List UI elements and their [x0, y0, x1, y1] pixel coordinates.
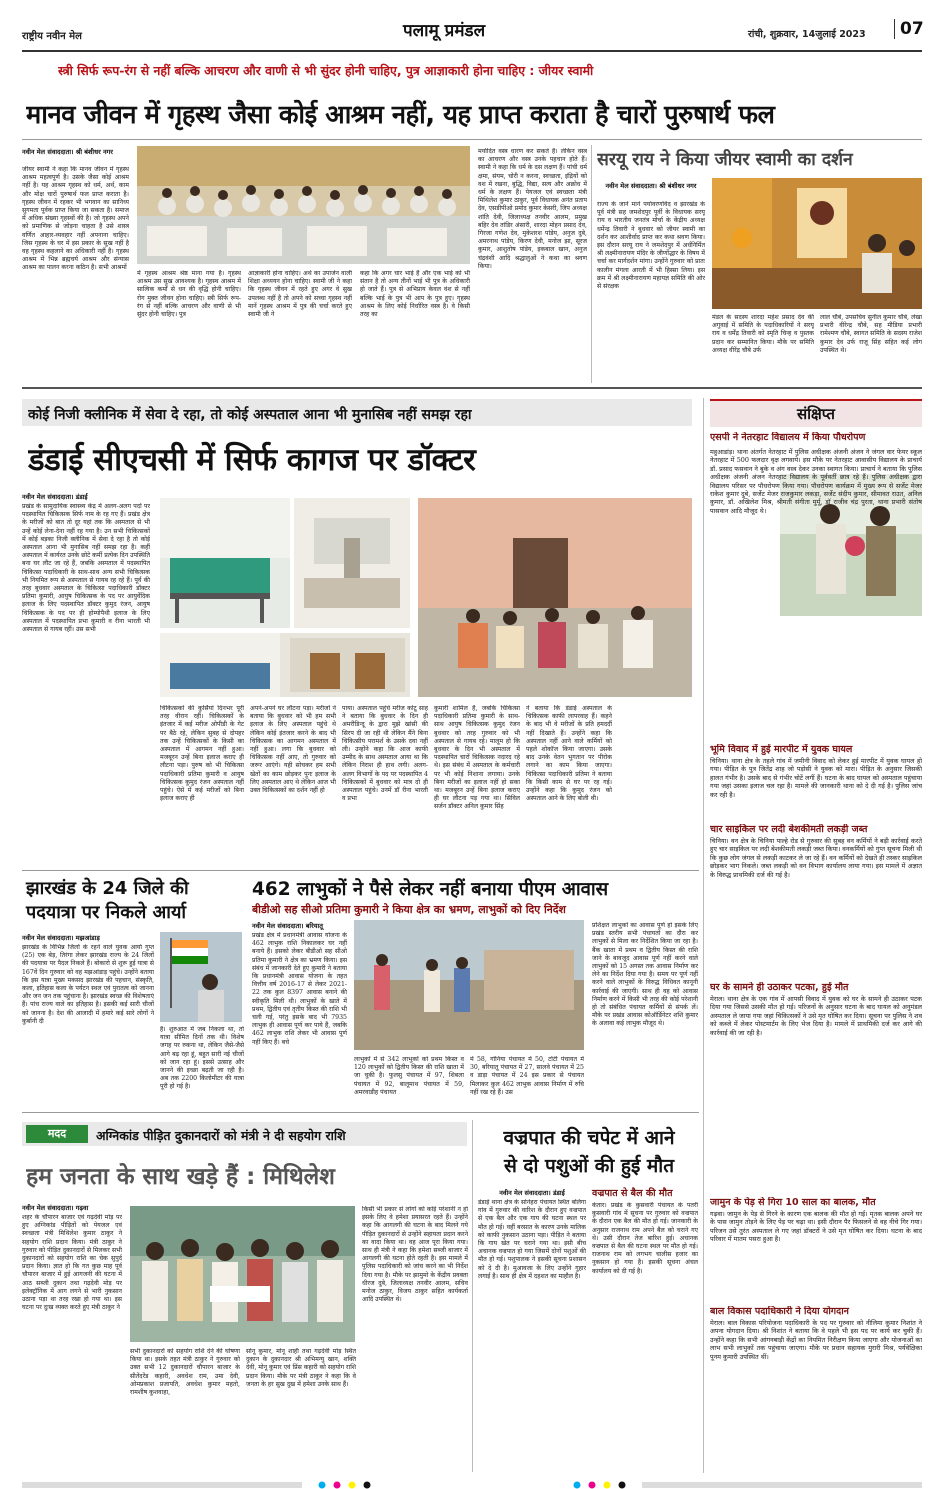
brief-head-0: एसपी ने नेतरहाट विद्यालय में किया पौधरोपण — [710, 432, 866, 443]
page-number: 07 — [894, 19, 924, 39]
brief-head-5: बाल विकास पदाधिकारी ने दिया योगदान — [710, 1306, 849, 1317]
dandai-bottom-rule — [22, 870, 699, 871]
pm-awas-subhead: बीडीओ सह सीओ प्रतिमा कुमारी ने किया क्षेत्र का भ्रमण, लाभुकों को दिए निर्देश — [252, 903, 566, 916]
dandai-byline: नवीन मेल संवाददाता। डंडाई — [22, 493, 88, 501]
dandai-photo-room — [294, 498, 410, 628]
pm-awas-headline: 462 लाभुकों ने पैसे लेकर नहीं बनाया पीएम आवास — [252, 879, 609, 900]
jharkhand-photo — [160, 932, 242, 1022]
brief-body-0: महुआडांड़। थाना अंतर्गत नेतरहाट में पुलिस अधीक्षक अंजनी अंजन ने जंगल वार फेयर स्कूल नेतरहाट में 500 फलदार वृक्ष लगवाये। इस मौके पर नेतरहाट आवासीय विद्यालय के प्राचार्य डॉ. प्रसाद फसवान ने बुके व अंग वस्त्र देकर उनका स्वागत किया। प्राचार्य ने बताया कि पुलिस अधीक्षक अंजनी अंजन नेतरहाट विद्यालय के पूर्ववर्ती छात्र रहे हैं। पुलिस अधीक्षक द्वारा विद्यालय परिसर पर पौधरोपण किया गया। पौधरोपण कार्यक्रम में मुख्य रूप से सर्जेट मेजर राकेश कुमार दुबे, सर्जेट मेजर राजकुमार लकड़ा, सर्जेट संदीप कुमार, सीमावत राउत, अनिल कुमार, डॉ. अखिलेश मिश्र, श्रीमती संगीता मुर्मू, डॉ राजीव चंद्र पुरता, थाना प्रभारी संतोष पासवान आदि मौजूद थे। — [710, 448, 922, 515]
lead-rule — [22, 139, 922, 140]
empty-room-photo-icon — [294, 498, 410, 628]
brief-body-1: चिनिया। थाना क्षेत्र के तहले गांव में जमीनी विवाद को लेकर हुई मारपीट में युवक घायल हो गया। पीड़ित के पुत्र जितेंद्र शाह जो पड़ोसी ने युवक को मारा। पीड़ित के अनुसार जिसकी हालत गंभीर है। उसके बाद से गंभीर चोटें लगीं हैं। घटना के बाद घायल को अस्पताल पहुंचाया गया जहां उसका इलाज चल रहा है। मामले की जानकारी थाना को दे दी गई है। पुलिस जांच कर रही है। — [710, 757, 922, 799]
madad-headline: हम जनता के साथ खड़े हैं : मिथिलेश — [26, 1164, 335, 1190]
briefs-divider — [703, 398, 704, 1473]
madad-photo — [130, 1206, 355, 1342]
patients-waiting-photo-icon — [418, 498, 692, 697]
lead-col4: कहा कि अगर चार भाई हैं और एक भाई को भी संतान है तो अन्य तीनों भाई भी पुत्र के अधिकारी हो जाते हैं। पुत्र से अभिप्राय केवल वंश से नहीं बल्कि भाई के पुत्र भी आप के पुत्र हुए। गृहस्थ आश्रम के लिए कोई निर्धारित वस्त्र है। वे किसी तरह का — [360, 270, 470, 319]
jharkhand-headline-1: झारखंड के 24 जिले की — [26, 878, 189, 899]
dandai-photo-clinic — [160, 633, 410, 697]
pm-awas-col3: में 58, गोनिया पंचायत में 50, टोंटी पंचायत में 30, बरियातू पंचायत में 27, सालवे पंचायत में 25 व डाड़ा पंचायत में 24 इस प्रकार से पंचायत मिलाकर कुल 462 लाभुक आवास निर्माण में रुचि नहीं रख रहे हैं। उस — [470, 1056, 584, 1096]
quote-banner: स्त्री सिर्फ रूप-रंग से नहीं बल्कि आचरण और वाणी से भी सुंदर होनी चाहिए, पुत्र आज्ञाकारी होना चाहिए : जीयर स्वामी — [58, 63, 594, 78]
hospital-bed-photo-icon — [160, 498, 290, 628]
section-title: पलामू प्रमंडल — [403, 21, 486, 41]
minister-cheque-photo-icon — [130, 1206, 355, 1342]
brief-head-3: घर के सामने ही उठाकर पटका, हुई मौत — [710, 982, 849, 993]
registration-marks-icon — [22, 1481, 922, 1489]
saryu-photo — [712, 178, 922, 309]
masthead-rule — [22, 50, 922, 52]
dandai-col1: प्रखंड के सामुदायिक स्वास्थ्य केंद्र में अलग-अलग पदों पर पदस्थापित चिकित्सक सिर्फ नाम के रह गए हैं। प्रखंड क्षेत्र के मरीजों को बात तो दूर यहां तक कि अस्पताल से भी उन्हें कोई लेना-देना नहीं रह गया है। उन सभी चिकित्सकों में कोई बड़का निजी क्लीनिक में सेवा दे रहा है तो कोई अस्पताल आना भी मुनासिब नहीं समझ रहा है। कहीं अस्पताल में कार्यरत उनके छोटे कर्मी प्रत्येक दिन उपस्थिति बना घर लौट जा रहे हैं, जबकि अस्पताल में पदस्थापित चिकित्सा पदाधिकारी के साथ-साथ अन्य सभी चिकित्सक भी नियमित रूप से अस्पताल से गायब रह रहे हैं। पूर्व की तरह बुधवार अस्पताल के चिकित्सा पदाधिकारी डॉक्टर प्रतिमा कुमारी, आयुष चिकित्सक के पद पर आयुर्वेदिक इलाज के लिए पदस्थापित डॉक्टर कुमुद रंजन, आयुष चिकित्सक के पद पर ही होम्योपैथी इलाज के लिए अस्पताल में पदस्थापित प्रभा कुमारी व रीना भारती भी अस्पताल से गायब रहीं। उस सभी — [22, 503, 150, 634]
registration-strip — [22, 1474, 922, 1482]
masthead — [0, 0, 945, 50]
madad-tag: मदद — [26, 1125, 88, 1143]
lightning-headline-1: वज्रपात की चपेट में आने — [503, 1127, 675, 1149]
bottom-section-rule — [22, 1112, 699, 1113]
lead-col2: में गृहस्थ आश्रम श्रेष्ठ माना गया है। गृहस्थ आश्रम उस सुख आवश्यक है। गृहस्थ आश्रम में सात्विक कर्मों से धन की वृद्धि होनी चाहिए। रोग मुक्त जीवन होना चाहिए। स्त्री सिर्फ रूप-रंग से नहीं बल्कि आचरण और वाणी से भी सुंदर होनी चाहिए। पुत्र — [137, 270, 241, 319]
dandai-col2: चिकित्सकों की कुर्सियां दिनभर पूरी तरह वीरान रहीं। चिकित्सकों के इंतजार में कई मरीज ओपीडी के गेट पर बैठे रहे, लेकिन सुबह से दोपहर तक उन्हें चिकित्सकों के किसी का अस्पताल में आगमन नहीं हुआ। मजबूरन उन्हें बिना इलाज कराए ही लौटना पड़ा। पुरुष को भी चिकित्सा पदाधिकारी प्रतिमा कुमारी व आयुष चिकित्सक कुमुद रंजन अस्पताल नहीं पहुंचे। ऐसे में कई मरीजों को बिना इलाज कराए ही — [160, 705, 244, 803]
pm-awas-col2: लाभुकों में से 342 लाभुकों को प्रथम किस्त व 120 लाभुकों को द्वितीय किस्त की राशि खाता में जा चुकी है। फुलसु पंचायत में 97, शिबला पंचायत में 92, बालूमाथ पंचायत में 59, अमरवाडीह पंचायत — [354, 1056, 464, 1096]
saryu-col2: मंडल के सदस्य शारदा महेश प्रसाद देव की अगुवाई में समिति के पदाधिकारियों ने सरयू राय व धर्मेंद्र तिवारी को स्मृति चिन्ह व पुस्तक प्रदान कर सम्मानित किया। मौके पर समिति अध्यक्ष वीरेंद्र चौबे उर्फ — [712, 314, 814, 354]
saryu-col1: राज्य के जाने माने पर्यावरणविद व झारखंड के पूर्व मंत्री सह जमशेदपुर पूर्वी के विधायक सरयू राय व भारतीय जनतंत्र मोर्चा के केंद्रीय अध्यक्ष धर्मेन्द्र तिवारी ने बुधवार को जीयर स्वामी का दर्शन कर आशीर्वाद प्राप्त कर कथा श्रवण किया। इस दौरान सरयू राय ने जमशेदपुर में अर्धनिर्मित श्री लक्ष्मीनारायण मंदिर के जीर्णोद्धार के विषय में चर्चा कर मार्गदर्शन मांगा। उन्होंने गुरुवार को प्रातः कालीन मंगला आरती में भी हिस्सा लिया। इस क्रम में श्री लक्ष्मीनारायण महायज्ञ समिति की ओर से संरक्षक — [597, 201, 705, 291]
brief-body-4: गढ़वा। जामुन के पेड़ से गिरने के कारण एक बालक की मौत हो गई। मृतक बालक अपने घर के पास जामुन तोड़ने के लिए पेड़ पर चढ़ा था। इसी दौरान पैर फिसलने से वह नीचे गिर गया। परिजन उसे तुरंत अस्पताल ले गए जहां डॉक्टरों ने उसे मृत घोषित कर दिया। घटना के बाद परिवार में मातम पसरा हुआ है। — [710, 1210, 922, 1244]
lightning-headline-2: से दो पशुओं की हुई मौत — [503, 1155, 675, 1177]
pm-awas-col4: प्रशिक्षत लाभुकों का आवास पूर्ण हो इसके लिए प्रखंड स्तरीय सभी पंचायतों का दौरा कर लाभुकों से मिला कर निर्देशित किया जा रहा है। बैंक खाता में प्रथम व द्वितीय किस्त की राशि जाने के बावजूद आवास पूर्ण नहीं करने वाले लाभुकों को 15 अगस्त तक आवास निर्माण कर लेने का निर्देश दिया गया है। समय पर पूर्ण नहीं करने वाले लाभुकों के विरुद्ध विधिवत कानूनी कार्रवाई की जाएगी। साथ ही वह को आवास निर्माण करने में किसी भी तरह की कोई परेशानी हो तो संबंधित पंचायत कर्मियों से संपर्क लें। मौके पर प्रखंड आवास कोऑर्डिनेटर शशि कुमार के अलावा कई लाभुक मौजूद थे। — [592, 922, 698, 1028]
lead-col5: मर्यादित वस्त्र धारण कर सकते हैं। लेकिन वस्त्र का आचरण और वस्त्र उनके पहचान होते हैं। स्वामी ने कहा कि धर्म के दस लक्षण हैं। पांची धर्म क्षमा, संयम, चोरी न करना, स्वच्छता, इंद्रियों को वश में रखना, बुद्धि, विद्या, सत्य और अक्रोध में धर्म के लक्षण हैं। पेयजल एवं स्वच्छता मंत्री मिथिलेश कुमार ठाकुर, पूर्व विधायक अनंत प्रताप देव, एसडीपीओ प्रमोद कुमार केसरी, जिप अध्यक्ष शांति देवी, जिलाध्यक्ष तनवीर आलम, प्रमुख बहिर देव तांडिर अंसारी, शारदा मोहन प्रसाद देव, गिरजा गणेश देव, मुकेशरश पांडेय, अनुज दुबे, अमरनाथ पांडेय, किरण देवी, मनोज झा, सूरज कुमार, आशुतोष पांडेय, इकबाल खान, अनुज चंद्रवंशी आदि श्रद्धालुओं ने कथा का श्रवण किया। — [478, 148, 587, 270]
lead-col1: जीयर स्वामी ने कहा कि मानव जीवन में गृहस्थ आश्रम महत्वपूर्ण है। उसके जैसा कोई आश्रम नहीं है। यह आश्रम गृहस्थ को धर्म, अर्थ, काम और मोक्ष चारों पुरुषार्थ फल प्राप्त कराता है। गृहस्थ जीवन में रहकर भी भगवान का सानिध्य सुगमता पूर्वक प्राप्त किया जा सकता है। समाज में अधिक संख्या गृहस्थों की है। जो गृहस्थ अपने को प्रमाणिक से जोड़ना चाहता है उसे शास्त्र वर्णित आहार-व्यवहार नहीं अपनाना चाहिए। जिस गृहस्थ के घर में इस प्रकार के सुख नहीं है वह गृहस्थ कहलाने का अधिकारी नहीं है। गृहस्थ आश्रम में भिन्न ब्रह्मचर्य आश्रम और संन्यास आश्रम का पालन करना कठिन है। सभी आश्रमों — [22, 166, 129, 272]
pm-awas-col1: प्रखंड क्षेत्र में प्रधानमंत्री आवास योजना के 462 लाभुक राशि निकालकर घर नहीं बनाये हैं। इसको लेकर बीडीओ सह सीओ प्रतिमा कुमारी ने क्षेत्र का भ्रमण किया। इस संबंध में जानकारी देते हुए कुमारी ने बताया कि प्रधानमंत्री आवास योजना के तहत वित्तीय वर्ष 2016-17 से लेकर 2021-22 तक कुल 8397 आवास बनाने की स्वीकृति मिली थी। लाभुकों के खाते में प्रथम, द्वितीय एवं तृतीय किस्त की राशि भी चली गई, परंतु इसके बाद भी 7935 लाभुक ही आवास पूर्ण कर पाये हैं, जबकि 462 लाभुक राशि लेकर भी आवास पूर्ण नहीं किए हैं। बचे — [252, 932, 347, 1046]
saryu-headline: सरयू राय ने किया जीयर स्वामी का दर्शन — [597, 150, 853, 170]
lead-photo — [137, 146, 470, 264]
dandai-col3: अपने-अपने घर लौटना पड़ा। मरीजों ने बताया कि बुधवार को भी हम सभी इलाज के लिए अस्पताल पहुंचे थे लेकिन कोई इंतजार करने के बाद भी चिकित्सक का आगमन अस्पताल में नहीं हुआ। लगा कि बुधवार को चिकित्सक नहीं आए, तो गुरुवार को जरूर आएंगे। यही सोचकर हम सभी खेतों का काम छोड़कर पुनः इलाज के लिए अस्पताल आए थे लेकिन आज भी उक्त चिकित्सकों का दर्शन नहीं हो — [250, 705, 336, 795]
madad-col4: किसी भी प्रकार से लोगों को कोई परेशानी न हो इसके लिए वे हमेशा प्रयासरत रहते हैं। उन्होंने कहा कि आगलगी की घटना के बाद मिलने गये पीड़ित दुकानदारों से उन्होंने सहायता प्रदान करने का वादा किया था। वह आज पूरा किया गया। साथ ही मंत्री ने कहा कि हमेशा सब्जी बाजार में आगलगी की घटना होते रहती है। इस मामले में पुलिस पदाधिकारी को जांच करने का भी निर्देश दिया गया है। मौके पर झामुमो के केंद्रीय प्रवक्ता धीरज दुबे, जिलाध्यक्ष तनवीर आलम, सचिव मनोज ठाकुर, विजय ठाकुर सहित कार्यकर्ता आदि उपस्थित थे। — [362, 1206, 468, 1304]
madad-divider — [472, 1120, 473, 1472]
lightning-byline: नवीन मेल संवाददाता। डंडाई — [499, 1189, 565, 1197]
madad-col3: सोनू कुमार, मोनू शाही तथा गढ़देवी मोड़ स्थित दुकान के दुकानदार श्री अभिमन्यु खान, शक्ति देवी, मोनू कुमार एवं प्रिंस कहारी को सहयोग राशि प्रदान किया। मौके पर मंत्री ठाकुर ने कहा कि वे जनता के हर सुख दुख में हमेशा उनके साथ हैं। — [246, 1348, 356, 1388]
lightning-subhead: वज्रपात से बैल की मौत — [592, 1188, 673, 1199]
brief-head-2: चार साइकिल पर लदी बेशकीमती लकड़ी जब्त — [710, 824, 868, 835]
lead-divider — [591, 145, 592, 383]
madad-kicker: अग्निकांड पीड़ित दुकानदारों को मंत्री ने दी सहयोग राशि — [96, 1128, 346, 1143]
lead-headline: मानव जीवन में गृहस्थ जैसा कोई आश्रम नहीं, यह प्राप्त कराता है चारों पुरुषार्थ फल — [26, 100, 775, 130]
saryu-byline: नवीन मेल संवाददाता। श्री बंशीधर नगर — [605, 182, 697, 190]
dandai-col5: कुमारी शामिल हैं, जबकि चिकित्सा पदाधिकारी प्रतिमा कुमारी के साथ-साथ आयुष चिकित्सक कुमुद रंजन बुधवार को तरह गुरुवार को भी अस्पताल से गायब रहे। मालूम हो कि बुधवार के दिन भी अस्पताल में पदस्थापित चारों चिकित्सक नदारद रहे थे। इस संबंध में अस्पताल के कर्मचारी पर भी कोई निशाना लगाया। उनके बिना मरीजों का इलाज नहीं हो सका था। मजबूरन उन्हें बिना इलाज कराए ही घर लौटना पड़ गया था। सिविल सर्जन डॉक्टर अनिल कुमार सिंह — [434, 705, 520, 811]
madad-byline: नवीन मेल संवाददाता। गढ़वा — [22, 1204, 89, 1212]
dandai-photo-bed — [160, 498, 290, 628]
masthead-logo: राष्ट्रीय नवीन मेल — [22, 31, 82, 42]
pm-awas-byline: नवीन मेल संवाददाता। बरियातू — [252, 922, 323, 930]
dandai-photo-patients — [418, 498, 692, 697]
jharkhand-headline-2: पदयात्रा पर निकले आर्या — [26, 902, 187, 923]
pm-awas-photo — [354, 920, 584, 1050]
madad-col1: शहर के चौपारन बाजार एवं गढ़देवी मोड़ पर हुए अग्निकांड पीड़ितों को पेयजल एवं स्वच्छता मंत्री मिथिलेश कुमार ठाकुर ने सहयोग राशि प्रदान किया। मंत्री ठाकुर ने गुरुवार को पीड़ित दुकानदारों से मिलकर सभी दुकानदारों को सहयोग राशि का चेक सुपुर्द प्रदान किया। ज्ञात हो कि गत कुछ माह पूर्व चौपारन बाजार में हुई आगजनी की घटना में आठ सब्जी दुकान तथा गढ़देवी मोड़ पर इलेक्ट्रॉनिक में आग लगने से भारी नुकसान उठाना पड़ा था तरह रखा हो गया था। इस घटना पर दुःख व्यक्त करते हुए मंत्री ठाकुर ने — [22, 1214, 122, 1312]
dandai-headline: डंडाई सीएचसी में सिर्फ कागज पर डॉक्टर — [28, 442, 476, 478]
brief-head-1: भूमि विवाद में हुई मारपीट में युवक घायल — [710, 744, 853, 755]
dateline: रांची, शुक्रवार, 14जुलाई 2023 — [748, 29, 866, 40]
jharkhand-col1: झारखंड के विभिन्न जिलों के रहने वाले युवक आर्या गुप्त (25) एक बेड़, तिरंगा लेकर झारखंड राज्य के 24 जिलों की पदयात्रा पर पैदल निकले हैं। बोकारो से शुरू हुई यात्रा से 167वें दिन गुरुवार को वह मझआंडाड़ पहुंचे। उन्होंने बताया कि इस यात्रा मुख्य मकसद झारखंड की पहचान, संस्कृति, कला, इतिहास कला के पर्यटन स्थल एवं पुरातत्व को जानना और जन जन तक पहुंचाना है। झारखंड स्वच्छ की विशेषताएं हैं। पांच राज्य वाले का इतिहास है। इसकी कई सारी चीजों को जानना है। देश की आजादी में हमारे कई सारे लोगों ने कुर्बानी दी — [22, 944, 154, 1025]
dandai-col6: ने बताया कि डंडाई अस्पताल के चिकित्सक काफी लापरवाह हैं। कहने के बाद भी वे मरीजों के प्रति हमदर्दी नहीं दिखाते हैं। उन्होंने कहा कि अस्पताल नहीं आने वाले कर्मियों को पहले शोकॉज किया जाएगा। उसके बाद उनके वेतन भुगतान पर पीरोक लगाने का काम किया जाएगा। चिकित्सा पदाधिकारी प्रतिमा ने बताया कि किसी काम से घर पर रह गई। उन्होंने कहा कि कुमुद रंजन को अस्पताल आने के लिए बोली थी। — [526, 705, 612, 803]
jharkhand-col2: है। शुरुआत में जब निकला था, तो यात्रा सीमित दिनों तक थी। विशेष जगह पर रुकना था, लेकिन जैसे-जैसे आगे बढ़ रहा हूं, बहुत सारी नई चीजों को जान रहा हूं। इससे उत्साह और जानने की इच्छा बढ़ती जा रही है। अब तक 2200 किलोमीटर की यात्रा पूरी हो गई है। — [160, 1026, 244, 1091]
lightning-col1: डंडाई थाना क्षेत्र के सोनेहरा पंचायत स्थित बलिगा गांव में गुरुवार की वारिश के दौरान हुए वज्रपात से एक बैल और एक गाय की घटना स्थल पर मौत हो गई। वहीं बरसात के कारण उनके मालिक को काफी नुकसान उठाना पड़ा। पीड़ित ने बताया कि गाय खेत पर चराने गया था। इसी बीच अचानक वज्रपात हो गया जिसमें दोनों पशुओं की मौत हो गई। पशुपालक ने इसकी सूचना प्रशासन को दे दी है। मुआवजा के लिए उन्होंने गुहार लगाई है। साथ ही क्षेत्र में दहशत का माहौल है। — [478, 1199, 586, 1280]
lead-byline: नवीन मेल संवाददाता। श्री बंशीधर नगर — [22, 148, 113, 156]
brief-body-3: मेराल। थाना क्षेत्र के एक गांव में आपसी विवाद में युवक को घर के सामने ही उठाकर पटक दिया गया जिससे उसकी मौत हो गई। परिजनों के अनुसार घटना के बाद घायल को अनुमंडल अस्पताल ले जाया गया जहां चिकित्सकों ने उसे मृत घोषित कर दिया। सूचना पर पुलिस ने शव को कब्जे में लेकर पोस्टमार्टम के लिए भेज दिया है। मामले में प्राथमिकी दर्ज कर आगे की कार्रवाई की जा रही है। — [710, 995, 922, 1037]
lead-col3: आज्ञाकारी होना चाहिए। अर्थ का उपार्जन वाली शिक्षा अध्ययन होना चाहिए। स्वामी जी ने कहा कि गृहस्थ जीवन में रहते हुए अगर वे सुख उपलब्ध नहीं है तो अपने को सच्चा गृहस्थ नहीं मानें गृहस्थ आश्रम में पुत्र की चर्चा करते हुए स्वामी जी ने — [248, 270, 352, 319]
gathering-photo-icon — [137, 146, 470, 264]
village-site-photo-icon — [354, 920, 584, 1050]
flag-walker-photo-icon — [160, 932, 242, 1022]
dandai-kicker: कोई निजी क्लीनिक में सेवा दे रहा, तो कोई अस्पताल आना भी मुनासिब नहीं समझ रहा — [28, 407, 472, 423]
brief-body-2: चिनिया। वन क्षेत्र के चिनिया पाल्हे रोड से गुरुवार की सुबह वन कर्मियों ने बड़ी कार्रवाई करते हुए चार साइकिल पर लदी बेशकीमती लकड़ी जब्त किया। वनकर्मियों को गुप्त सूचना मिली थी कि कुछ लोग जंगल से लकड़ी काटकर ले जा रहे हैं। वन कर्मियों को देखते ही तस्कर साइकिल छोड़कर भाग निकले। जब्त लकड़ी को वन विभाग कार्यालय लाया गया। इस मामले में अज्ञात के विरुद्ध प्राथमिकी दर्ज की गई है। — [710, 837, 922, 879]
temple-photo-icon — [712, 178, 922, 309]
briefs-title: संक्षिप्त — [797, 405, 835, 423]
madad-col2: सभी दुकानदारों को सहयोग राशि देने की घोषणा किया था। इसके तहत मंत्री ठाकुर ने गुरुवार को उक्त सभी 12 दुकानदारों चौपारन बाजार के सीतेंदरेंड कहारी, अवधेश राम, उमा देवी, ओमप्रकाश प्रजापति, अवधेश कुमार महतो, रामशीष कुशवाहा, — [130, 1348, 240, 1397]
dandai-col4: पाया। अस्पताल पहुंचे मरीज कोटू साह ने बताया कि बुधवार के दिन ही अमरीडिन्दू के द्वारा मुझे खांसी की सिरप दी जा रही थी लेकिन मैंने बिना चिकित्सीय परामर्श के उसके दवा नहीं ली। उन्होंने कहा कि आज काफी उम्मीद के साथ अस्पताल आया था कि लेकिन निराश ही हाथ लगी। अलग-अलग विभागों के पद पर पदस्थापित 4 चिकित्सकों में बुधवार को मात्र दो ही अस्पताल पहुंचे। उनमें डॉ रीना भारती व प्रभा — [342, 705, 428, 803]
clinic-chairs-photo-icon — [160, 633, 410, 697]
lightning-col2: केतार। प्रखंड के कुसवारी पंचायत के पतरी कुसवारी गांव में सूचना पर गुरुवार को वज्रपात के दौरान एक बैल की मौत हो गई। जानकारी के अनुसार राजनाथ राम अपने बैल को चराने गए थे। उसी दौरान तेज बारिश हुई। अचानक वज्रपात से बैल की घटना स्थल पर मौत हो गई। राजनाथ राम को लगभग चालीस हजार का नुकसान हो गया है। इसकी सूचना अंचल कार्यालय को दी गई है। — [592, 1202, 698, 1275]
brief-body-5: मेराल। बाल विकास परियोजना पदाधिकारी के पद पर गुरुवार को नीलिमा कुमार निशांत ने अपना योगदान दिया। श्री निशांत ने बताया कि वे पहले भी इस पद पर कार्य कर चुकी हैं। उन्होंने कहा कि सभी आंगनबाड़ी केंद्रों का नियमित निरीक्षण किया जाएगा और योजनाओं का लाभ सभी लाभुकों तक पहुंचाया जाएगा। मौके पर प्रधान सहायक मुरारी मिश्र, पर्यवेक्षिका पूनम कुमारी उपस्थित थीं। — [710, 1319, 922, 1361]
saryu-col3: लाल चौबे, उपसचिव सुनील कुमार चौबे, लेखा प्रभारी वीरेन्द्र चौबे, सह मीडिया प्रभारी रामेश्मण चौबे, स्वागत समिति के सदस्य राजेश कुमार देव उर्फ राजू सिंह सहित कई लोग उपस्थित थे। — [820, 314, 922, 354]
brief-head-4: जामुन के पेड़ से गिरा 10 साल का बालक, मौत — [710, 1197, 876, 1208]
mid-rule — [22, 387, 922, 389]
jharkhand-byline: नवीन मेल संवाददाता। मझआंडाड़ — [22, 934, 100, 942]
